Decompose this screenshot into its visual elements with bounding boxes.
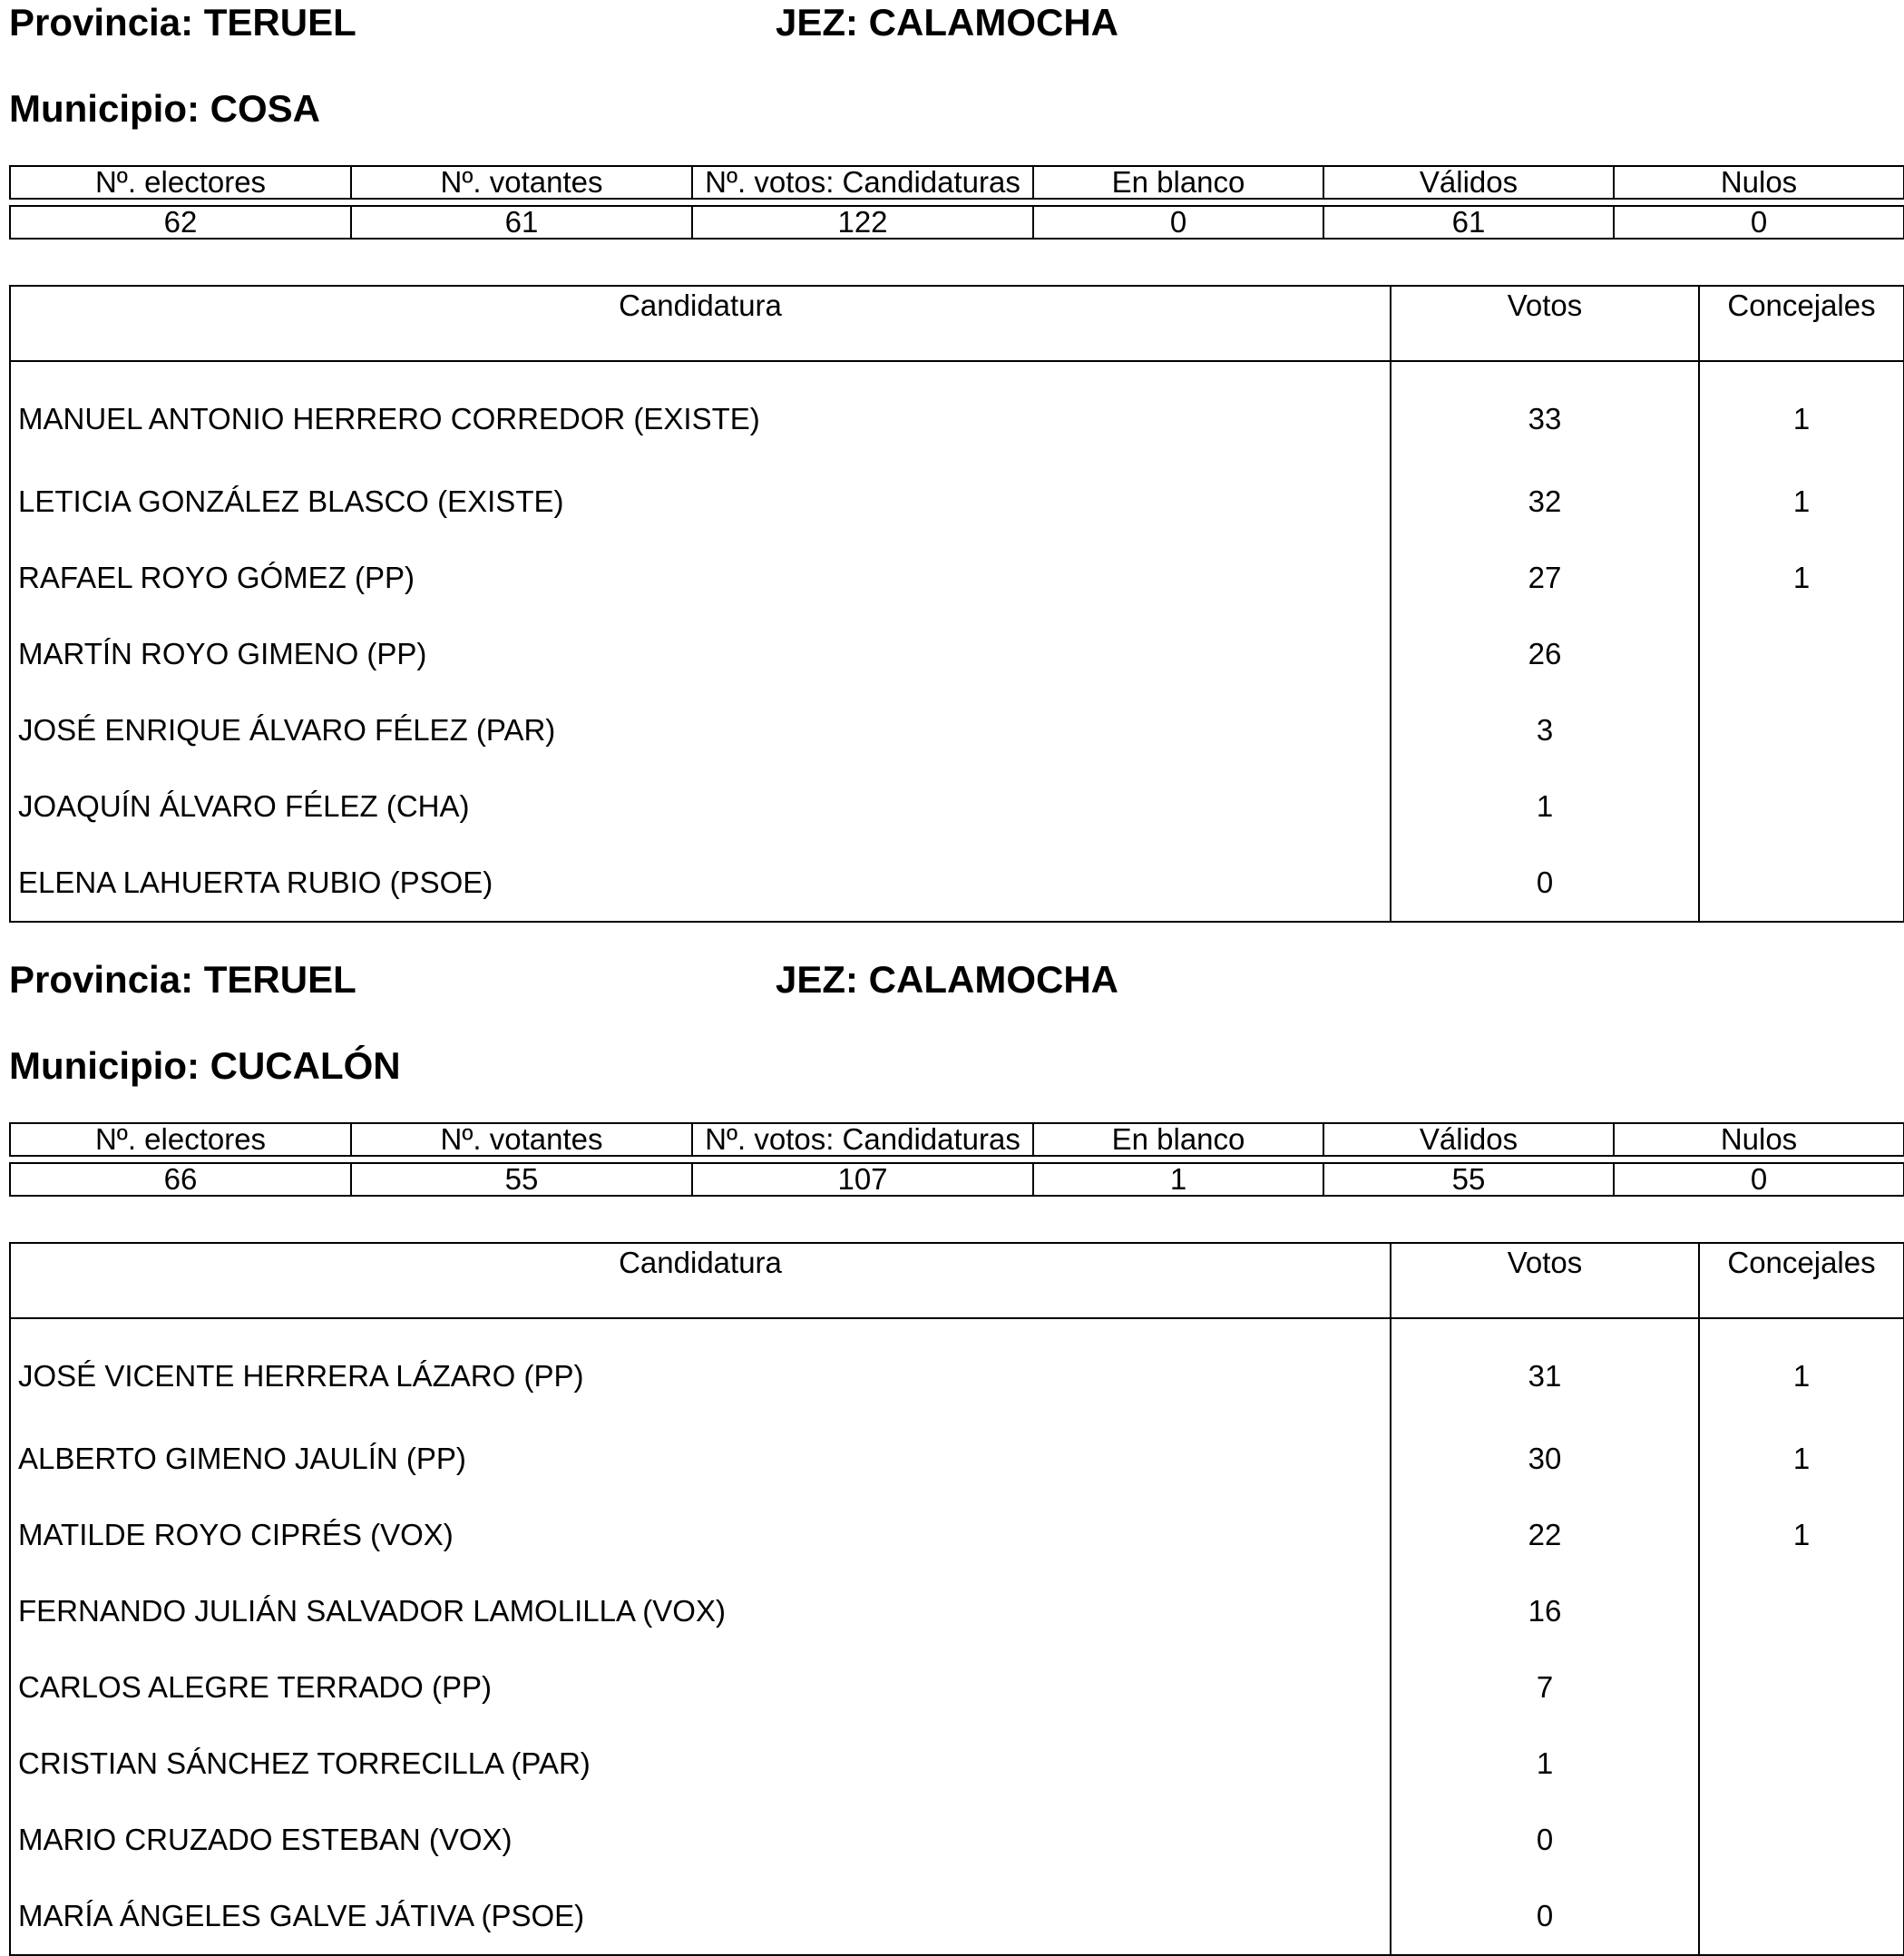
header-votantes: Nº. votantes bbox=[351, 166, 692, 199]
summary-value-row bbox=[10, 1163, 1904, 1196]
table-row bbox=[10, 1421, 1904, 1497]
candidates-header-row bbox=[10, 1243, 1904, 1318]
value-en-blanco: 0 bbox=[1033, 206, 1323, 239]
value-validos: 55 bbox=[1323, 1163, 1614, 1196]
summary-header-row bbox=[10, 166, 1904, 199]
table-row bbox=[10, 616, 1904, 692]
candidate-concejales bbox=[1699, 1649, 1904, 1726]
candidate-votos: 7 bbox=[1391, 1649, 1699, 1726]
candidate-votos: 30 bbox=[1391, 1421, 1699, 1497]
table-row bbox=[10, 768, 1904, 845]
candidate-votos: 31 bbox=[1391, 1318, 1699, 1421]
header-votantes: Nº. votantes bbox=[351, 1123, 692, 1156]
header-concejales: Concejales bbox=[1699, 1243, 1904, 1318]
table-row bbox=[10, 361, 1904, 464]
candidate-votos: 16 bbox=[1391, 1573, 1699, 1649]
header-candidatura: Candidatura bbox=[10, 286, 1391, 361]
header-votos-candidaturas: Nº. votos: Candidaturas bbox=[692, 1123, 1033, 1156]
header-en-blanco: En blanco bbox=[1033, 166, 1323, 199]
summary-value-row bbox=[10, 206, 1904, 239]
value-electores: 62 bbox=[10, 206, 351, 239]
value-votos-candidaturas: 107 bbox=[692, 1163, 1033, 1196]
value-nulos: 0 bbox=[1614, 1163, 1904, 1196]
candidate-concejales bbox=[1699, 1726, 1904, 1802]
table-row bbox=[10, 1497, 1904, 1573]
header-electores: Nº. electores bbox=[10, 1123, 351, 1156]
candidate-name: MATILDE ROYO CIPRÉS (VOX) bbox=[10, 1497, 1391, 1573]
candidate-votos: 1 bbox=[1391, 1726, 1699, 1802]
header-votos-candidaturas: Nº. votos: Candidaturas bbox=[692, 166, 1033, 199]
header-nulos: Nulos bbox=[1614, 1123, 1904, 1156]
candidate-concejales: 1 bbox=[1792, 484, 1811, 518]
header-votos: Votos bbox=[1391, 286, 1699, 361]
candidate-concejales bbox=[1699, 1573, 1904, 1649]
candidate-votos: 26 bbox=[1391, 616, 1699, 692]
table-row bbox=[10, 1878, 1904, 1955]
candidate-concejales bbox=[1699, 692, 1904, 768]
table-row bbox=[10, 540, 1904, 616]
provincia-label: Provincia: TERUEL bbox=[9, 1, 356, 44]
candidate-name: MARÍA ÁNGELES GALVE JÁTIVA (PSOE) bbox=[10, 1878, 1391, 1955]
candidates-table bbox=[9, 285, 1904, 923]
candidate-name: MARTÍN ROYO GIMENO (PP) bbox=[10, 616, 1391, 692]
table-row bbox=[10, 692, 1904, 768]
candidate-votos: 0 bbox=[1391, 845, 1699, 922]
candidate-name: MANUEL ANTONIO HERRERO CORREDOR (EXISTE) bbox=[10, 361, 1391, 464]
table-row bbox=[10, 464, 1904, 540]
candidate-name: ELENA LAHUERTA RUBIO (PSOE) bbox=[10, 845, 1391, 922]
provincia-label: Provincia: TERUEL bbox=[9, 958, 356, 1001]
header-candidatura: Candidatura bbox=[10, 1243, 1391, 1318]
jez-label: JEZ: CALAMOCHA bbox=[776, 1, 1118, 44]
value-en-blanco: 1 bbox=[1033, 1163, 1323, 1196]
candidate-name: LETICIA GONZÁLEZ BLASCO (EXISTE) bbox=[10, 464, 1391, 540]
candidate-votos: 0 bbox=[1391, 1802, 1699, 1878]
header-validos: Válidos bbox=[1323, 166, 1614, 199]
candidate-name: MARIO CRUZADO ESTEBAN (VOX) bbox=[10, 1802, 1391, 1878]
candidates-table bbox=[9, 1242, 1904, 1956]
summary-table bbox=[9, 165, 1904, 240]
table-row bbox=[10, 1573, 1904, 1649]
candidate-votos: 1 bbox=[1391, 768, 1699, 845]
candidate-votos: 22 bbox=[1391, 1497, 1699, 1573]
candidate-name: RAFAEL ROYO GÓMEZ (PP) bbox=[10, 540, 1391, 616]
candidates-header-row bbox=[10, 286, 1904, 361]
candidate-concejales: 1 bbox=[1792, 561, 1811, 594]
summary-header-row bbox=[10, 1123, 1904, 1156]
municipio-label: Municipio: CUCALÓN bbox=[9, 1044, 401, 1087]
candidate-concejales bbox=[1699, 768, 1904, 845]
header-electores: Nº. electores bbox=[10, 166, 351, 199]
value-electores: 66 bbox=[10, 1163, 351, 1196]
candidate-concejales bbox=[1699, 616, 1904, 692]
value-nulos: 0 bbox=[1614, 206, 1904, 239]
header-concejales: Concejales bbox=[1699, 286, 1904, 361]
candidate-concejales bbox=[1699, 845, 1904, 922]
value-votantes: 55 bbox=[351, 1163, 692, 1196]
municipio-label: Municipio: COSA bbox=[9, 87, 320, 130]
candidate-concejales: 1 bbox=[1792, 1359, 1811, 1393]
candidate-votos: 0 bbox=[1391, 1878, 1699, 1955]
candidate-votos: 27 bbox=[1391, 540, 1699, 616]
jez-label: JEZ: CALAMOCHA bbox=[776, 958, 1118, 1001]
candidate-name: CARLOS ALEGRE TERRADO (PP) bbox=[10, 1649, 1391, 1726]
table-row bbox=[10, 1649, 1904, 1726]
candidate-name: JOSÉ VICENTE HERRERA LÁZARO (PP) bbox=[10, 1318, 1391, 1421]
header-nulos: Nulos bbox=[1614, 166, 1904, 199]
candidate-name: JOSÉ ENRIQUE ÁLVARO FÉLEZ (PAR) bbox=[10, 692, 1391, 768]
table-row bbox=[10, 1726, 1904, 1802]
header-validos: Válidos bbox=[1323, 1123, 1614, 1156]
table-row bbox=[10, 1802, 1904, 1878]
candidate-concejales bbox=[1699, 1802, 1904, 1878]
candidate-votos: 32 bbox=[1391, 464, 1699, 540]
candidate-name: FERNANDO JULIÁN SALVADOR LAMOLILLA (VOX) bbox=[10, 1573, 1391, 1649]
value-votos-candidaturas: 122 bbox=[692, 206, 1033, 239]
candidate-concejales bbox=[1699, 1878, 1904, 1955]
candidate-concejales: 1 bbox=[1792, 1442, 1811, 1475]
candidate-votos: 33 bbox=[1391, 361, 1699, 464]
candidate-name: CRISTIAN SÁNCHEZ TORRECILLA (PAR) bbox=[10, 1726, 1391, 1802]
candidate-name: ALBERTO GIMENO JAULÍN (PP) bbox=[10, 1421, 1391, 1497]
candidate-name: JOAQUÍN ÁLVARO FÉLEZ (CHA) bbox=[10, 768, 1391, 845]
candidate-concejales: 1 bbox=[1792, 402, 1811, 435]
header-en-blanco: En blanco bbox=[1033, 1123, 1323, 1156]
header-votos: Votos bbox=[1391, 1243, 1699, 1318]
candidate-concejales: 1 bbox=[1792, 1518, 1811, 1551]
table-row bbox=[10, 845, 1904, 922]
table-row bbox=[10, 1318, 1904, 1421]
value-validos: 61 bbox=[1323, 206, 1614, 239]
summary-table bbox=[9, 1122, 1904, 1197]
value-votantes: 61 bbox=[351, 206, 692, 239]
candidate-votos: 3 bbox=[1391, 692, 1699, 768]
